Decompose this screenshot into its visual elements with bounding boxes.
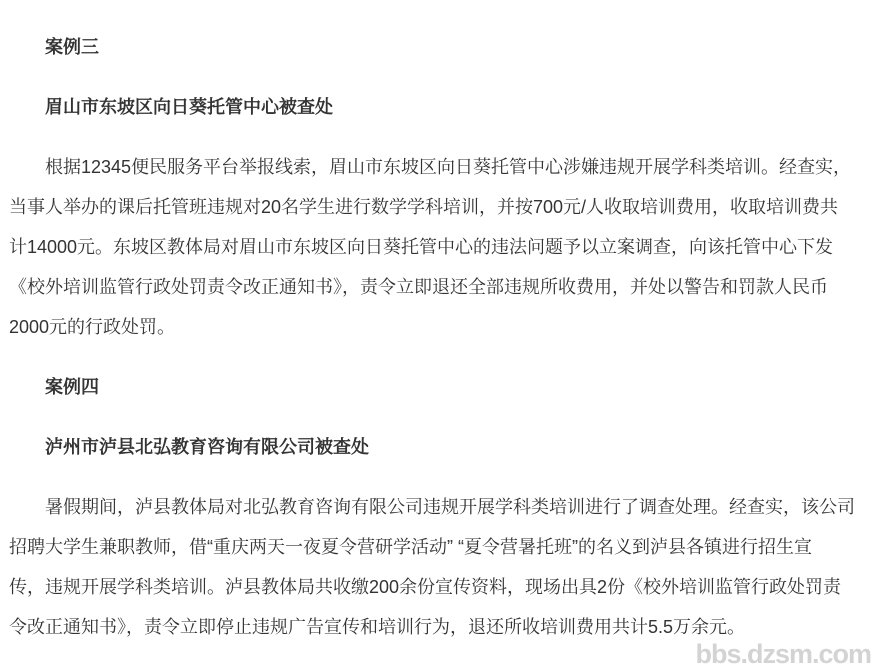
case-body: 暑假期间，泸县教体局对北弘教育咨询有限公司违规开展学科类培训进行了调查处理。经查实，该公司 招聘大学生兼职教师，借“重庆两天一夜夏令营研学活动” “夏令营暑托班”的名义到泸县各镇进行招生宣 传，违规开展学科类培训。泸县教体局共收缴200余份宣传资料，现场出具2份《校外培训监管行政处罚责 令改正通知书》，责令立即停止违规广告宣传和培训行为，退还所收培训费用共计5.5万余元。 <box>9 497 855 637</box>
case-body: 根据12345便民服务平台举报线索，眉山市东坡区向日葵托管中心涉嫌违规开展学科类培训。经查实， 当事人举办的课后托管班违规对20名学生进行数学学科培训，并按700元/人收取培训费用，收取培训费共 计14000元。东坡区教体局对眉山市东坡区向日葵托管中心的违法问题予以立案调查，向该托管中心下发 《校外培训监管行政处罚责令改正通知书》，责令立即退还全部违规所收费用，并处以警告和罚款人民币 2000元的行政处罚。 <box>9 157 852 337</box>
site-watermark: bbs.dzsm.com <box>695 639 871 669</box>
case-label: 案例四 <box>45 377 99 397</box>
case-label: 案例三 <box>45 37 99 57</box>
case-title: 眉山市东坡区向日葵托管中心被查处 <box>45 97 333 117</box>
case-title: 泸州市泸县北弘教育咨询有限公司被查处 <box>45 437 369 457</box>
